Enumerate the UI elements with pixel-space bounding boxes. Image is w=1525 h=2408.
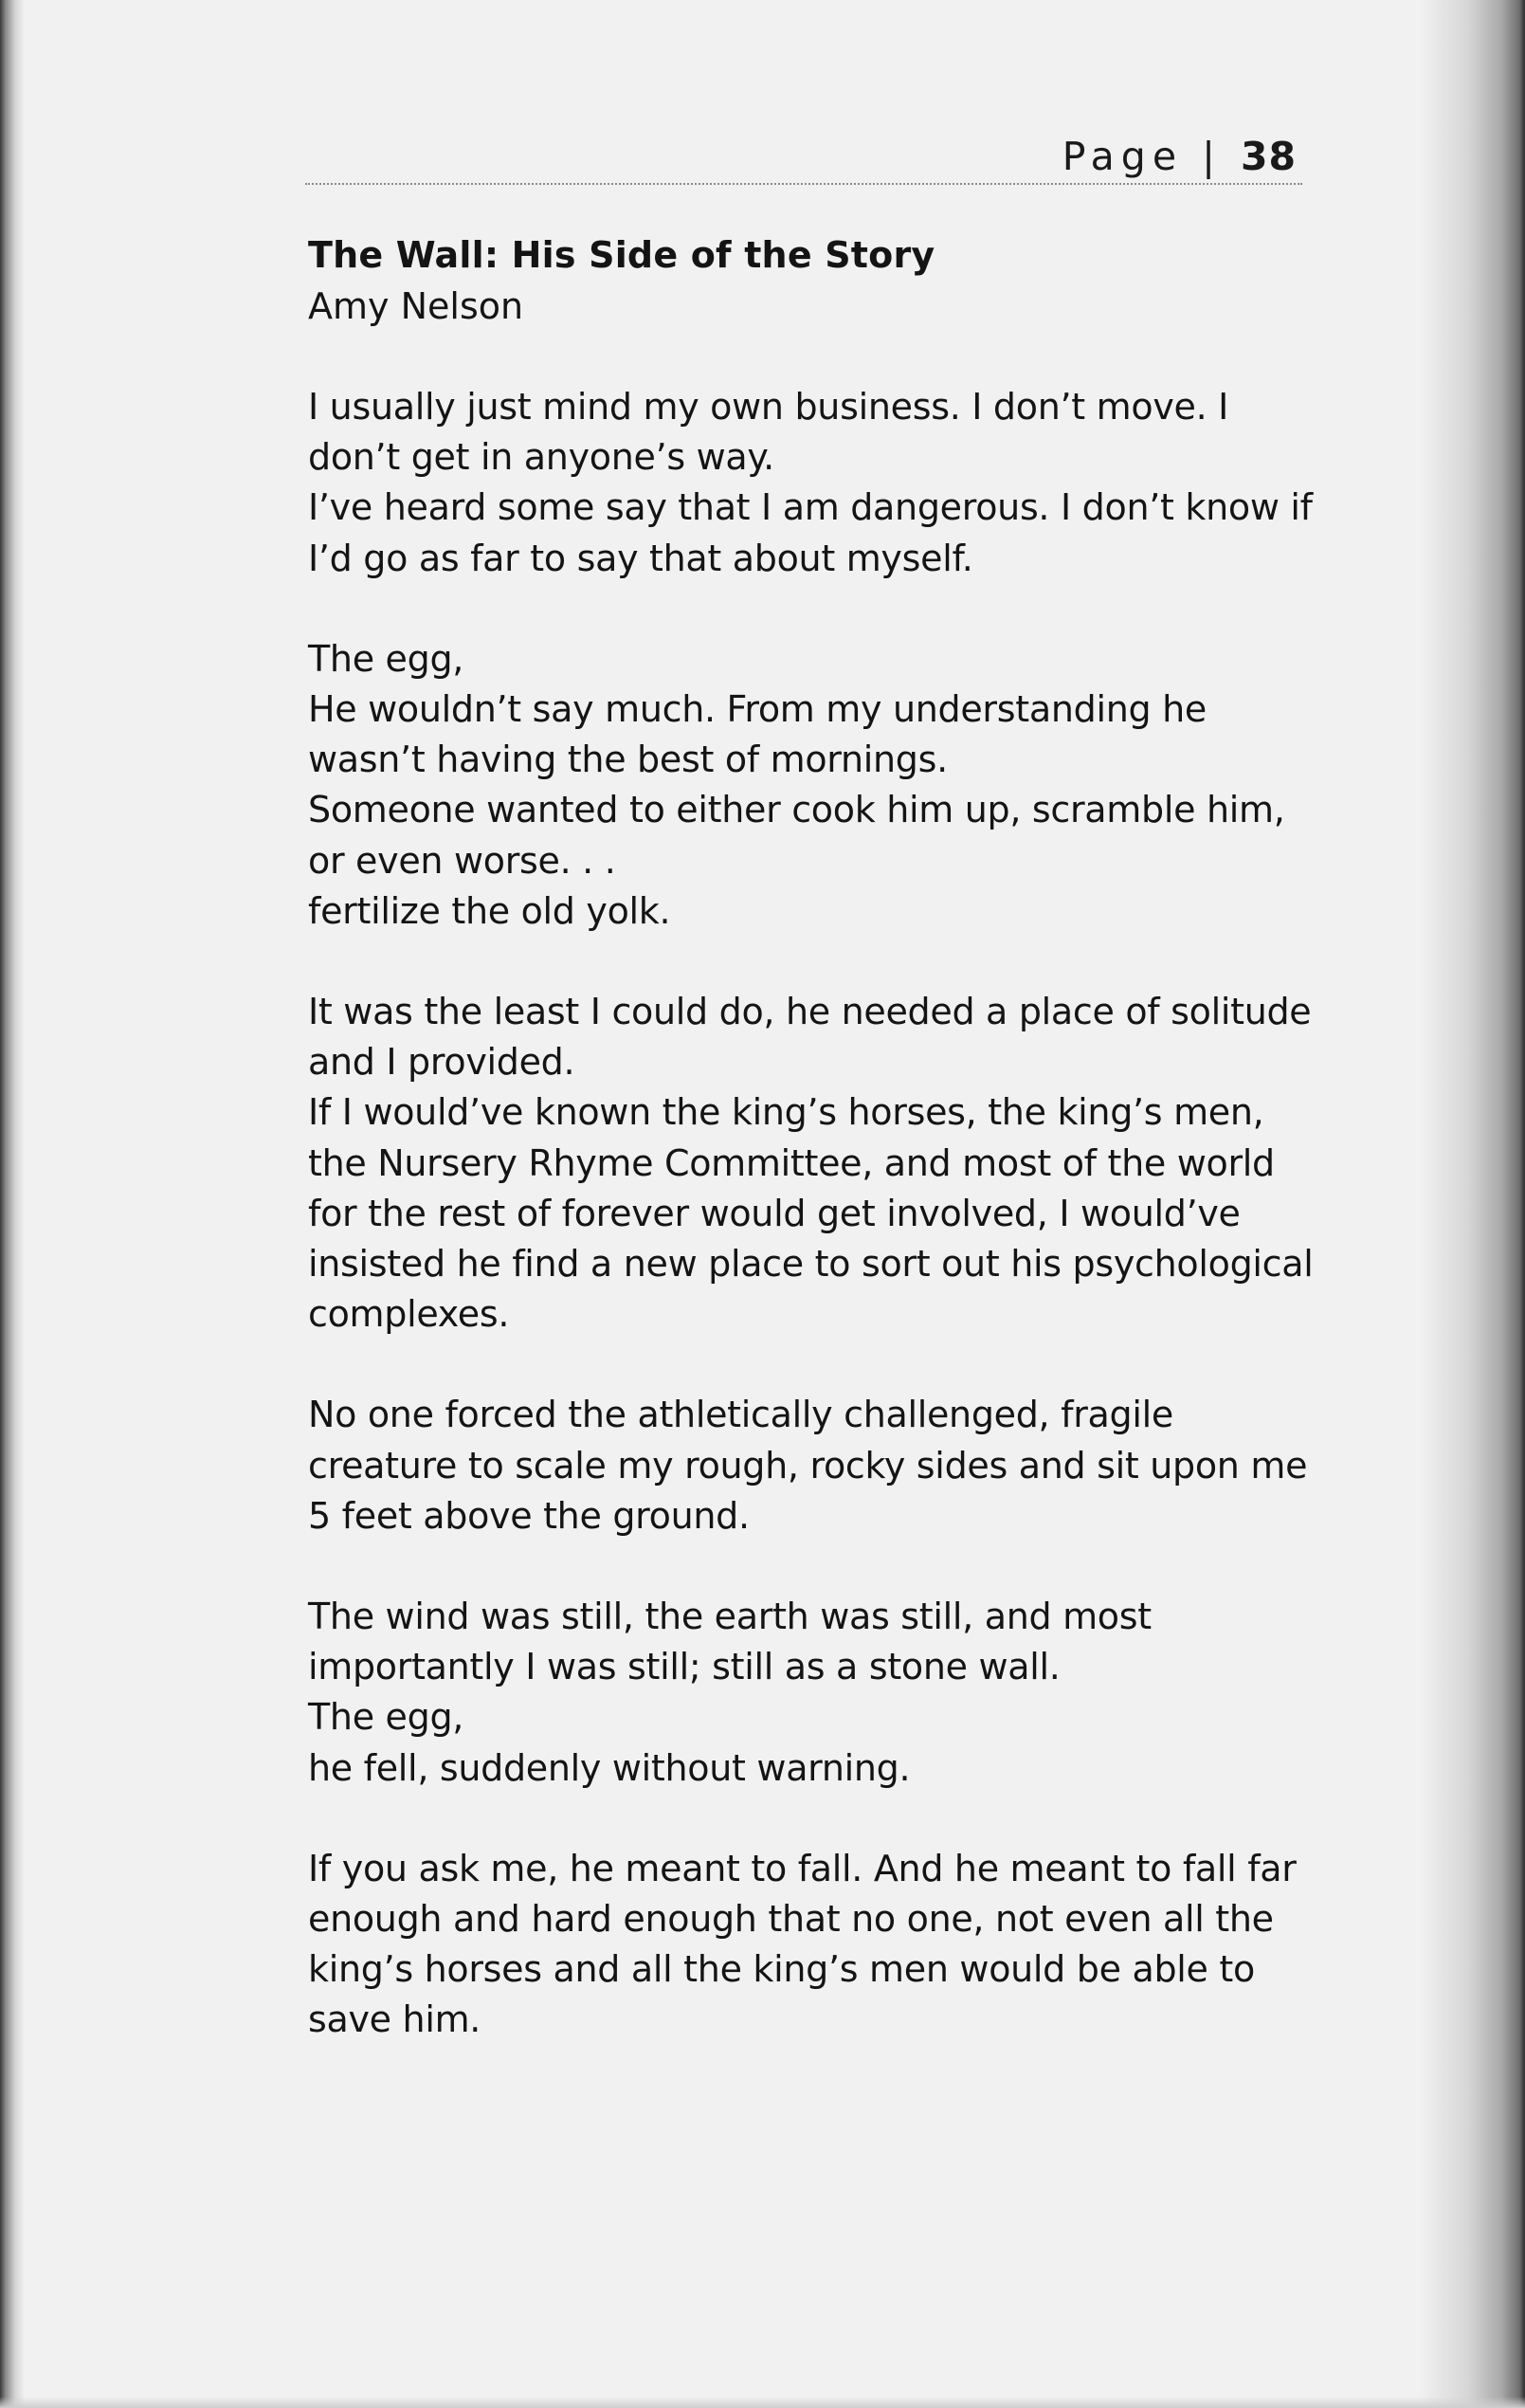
stanza-2 <box>308 634 1313 937</box>
poem-line: creature to scale my rough, rocky sides and sit upon me <box>308 1444 1308 1487</box>
poem-line: Someone wanted to either cook him up, scramble him, <box>308 789 1285 831</box>
stanza-6 <box>308 1844 1313 2046</box>
poem-line: fertilize the old yolk. <box>308 889 671 932</box>
poem-line: don’t get in anyone’s way. <box>308 436 774 479</box>
poem-line: the Nursery Rhyme Committee, and most of the world <box>308 1141 1275 1184</box>
poem-title: The Wall: His Side of the Story <box>308 234 935 276</box>
poem-line: save him. <box>308 1998 481 2041</box>
poem-line: The wind was still, the earth was still, and most <box>308 1596 1152 1638</box>
poem-line: he fell, suddenly without warning. <box>308 1746 911 1789</box>
poem-line: I usually just mind my own business. I don’t move. I <box>308 386 1229 428</box>
page-number <box>1062 134 1297 179</box>
poem-line: and I provided. <box>308 1041 575 1084</box>
poem <box>308 229 1313 2046</box>
poem-line: for the rest of forever would get involved, I would’ve <box>308 1192 1241 1234</box>
bottom-edge-shadow <box>0 2397 1525 2408</box>
stanza-4 <box>308 1390 1313 1541</box>
stanza-3 <box>308 987 1313 1340</box>
binding-shadow <box>0 0 25 2408</box>
stanza-5 <box>308 1592 1313 1794</box>
page-header <box>305 128 1302 185</box>
poem-line: The egg, <box>308 1696 464 1739</box>
poem-author: Amy Nelson <box>308 285 524 327</box>
page-edge-shadow <box>1421 0 1525 2408</box>
poem-line: complexes. <box>308 1293 510 1336</box>
poem-line: If I would’ve known the king’s horses, the king’s men, <box>308 1091 1264 1134</box>
poem-line: I’d go as far to say that about myself. <box>308 537 973 579</box>
page-number-value: 38 <box>1240 134 1297 179</box>
poem-line: king’s horses and all the king’s men would be able to <box>308 1948 1255 1991</box>
page-label: Page | <box>1062 134 1222 179</box>
poem-line: No one forced the athletically challenged, fragile <box>308 1394 1173 1436</box>
poem-line: enough and hard enough that no one, not even all the <box>308 1898 1274 1941</box>
poem-line: importantly I was still; still as a stone wall. <box>308 1646 1061 1688</box>
poem-line: insisted he find a new place to sort out his psychological <box>308 1243 1314 1286</box>
poem-line: wasn’t having the best of mornings. <box>308 739 948 781</box>
poem-line: or even worse. . . <box>308 839 616 882</box>
poem-line: The egg, <box>308 637 464 680</box>
poem-line: It was the least I could do, he needed a place of solitude <box>308 991 1312 1033</box>
poem-line: I’ve heard some say that I am dangerous. I don’t know if <box>308 486 1313 529</box>
poem-line: He wouldn’t say much. From my understanding he <box>308 688 1207 731</box>
poem-line: If you ask me, he meant to fall. And he meant to fall far <box>308 1847 1297 1889</box>
stanza-1 <box>308 382 1313 584</box>
poem-line: 5 feet above the ground. <box>308 1494 750 1537</box>
